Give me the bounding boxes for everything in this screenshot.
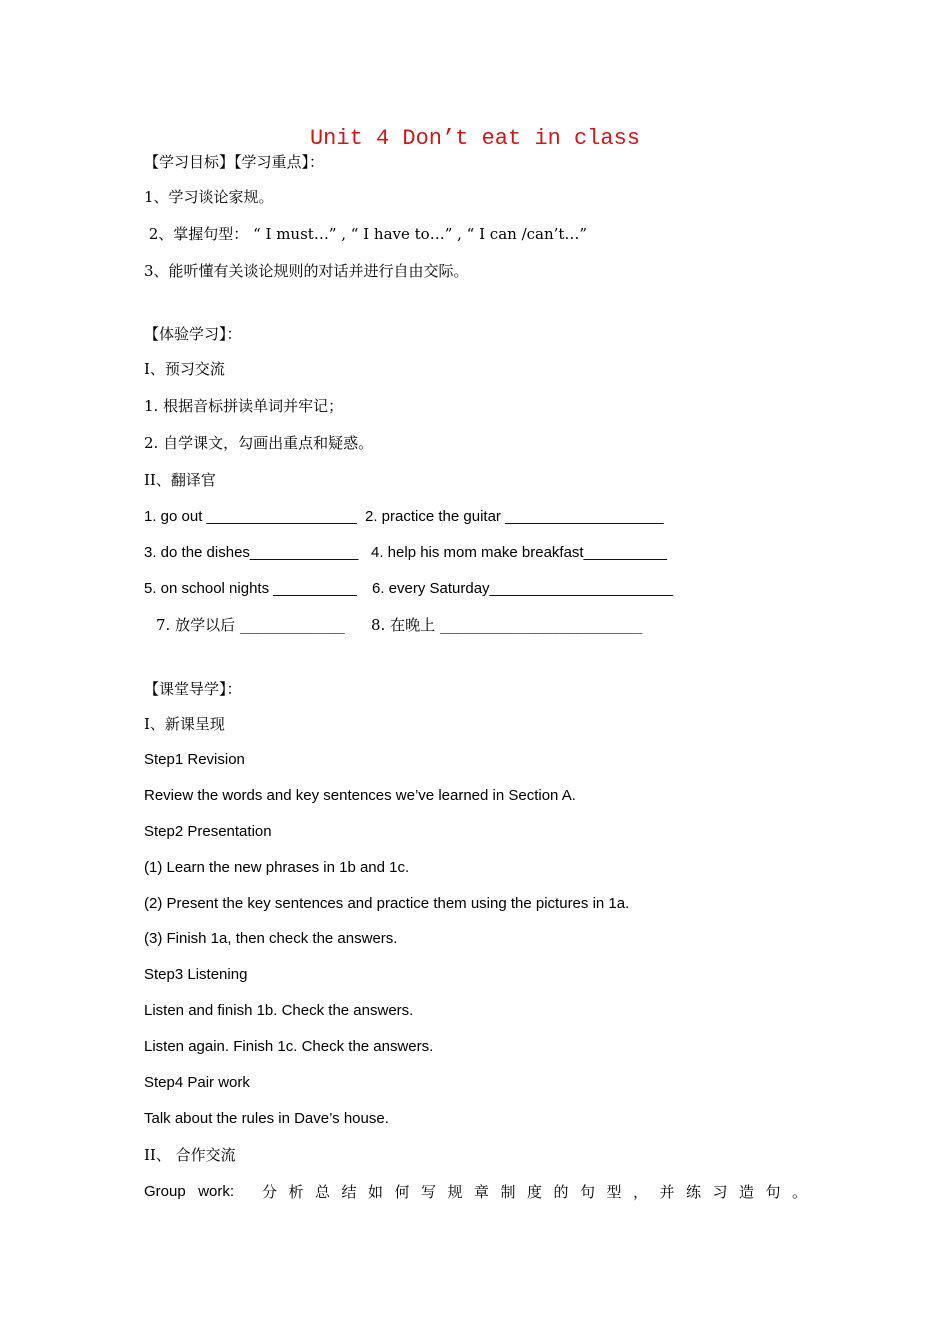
translate-item-7: 7. 放学以后 ______________ bbox=[156, 616, 345, 634]
translate-item-1: 1. go out __________________ bbox=[144, 508, 357, 525]
lesson-line-11: Talk about the rules in Dave’s house. bbox=[144, 1110, 389, 1127]
lesson-line-3: Step2 Presentation bbox=[144, 823, 272, 840]
lesson-line-8: Listen and finish 1b. Check the answers. bbox=[144, 1002, 414, 1019]
new-lesson-title: I、新课呈现 bbox=[144, 715, 225, 733]
page-title: Unit 4 Don’t eat in class bbox=[309, 126, 641, 151]
lesson-line-2: Review the words and key sentences we’ve learned in Section A. bbox=[144, 787, 576, 804]
group-work-label: Group work: bbox=[144, 1183, 235, 1200]
translator-section-title: II、翻译官 bbox=[144, 471, 216, 489]
translate-item-3: 3. do the dishes_____________ bbox=[144, 544, 359, 561]
goal-item-2: 2、掌握句型： “ I must…” , “ I have to…” , “ I can /can’t…” bbox=[144, 225, 588, 243]
lesson-line-10: Step4 Pair work bbox=[144, 1074, 250, 1091]
group-work-text: 分析总结如何写规章制度的句型，并练习造句。 bbox=[262, 1183, 819, 1201]
translate-item-5: 5. on school nights __________ bbox=[144, 580, 357, 597]
classroom-heading: 【课堂导学】： bbox=[144, 680, 242, 698]
cooperation-title: II、 合作交流 bbox=[144, 1146, 236, 1164]
translate-item-4: 4. help his mom make breakfast__________ bbox=[371, 544, 668, 561]
lesson-line-5: (2) Present the key sentences and practice them using the pictures in 1a. bbox=[144, 895, 630, 912]
translate-item-6: 6. every Saturday______________________ bbox=[372, 580, 674, 597]
lesson-line-7: Step3 Listening bbox=[144, 966, 248, 983]
lesson-line-6: (3) Finish 1a, then check the answers. bbox=[144, 930, 398, 947]
goal-item-3: 3、能听懂有关谈论规则的对话并进行自由交际。 bbox=[144, 262, 469, 280]
experience-heading: 【体验学习】： bbox=[144, 325, 242, 343]
goal-item-1: 1、学习谈论家规。 bbox=[144, 188, 274, 206]
lesson-line-9: Listen again. Finish 1c. Check the answers. bbox=[144, 1038, 434, 1055]
translate-item-2: 2. practice the guitar ___________________ bbox=[365, 508, 664, 525]
lesson-line-4: (1) Learn the new phrases in 1b and 1c. bbox=[144, 859, 410, 876]
lesson-line-1: Step1 Revision bbox=[144, 751, 245, 768]
preview-item-1: 1. 根据音标拼读单词并牢记； bbox=[144, 397, 344, 415]
preview-item-2: 2. 自学课文，勾画出重点和疑惑。 bbox=[144, 434, 374, 452]
goals-heading: 【学习目标】【学习重点】： bbox=[144, 153, 325, 171]
preview-section-title: I、预习交流 bbox=[144, 360, 225, 378]
translate-item-8: 8. 在晚上 ___________________________ bbox=[371, 616, 643, 634]
